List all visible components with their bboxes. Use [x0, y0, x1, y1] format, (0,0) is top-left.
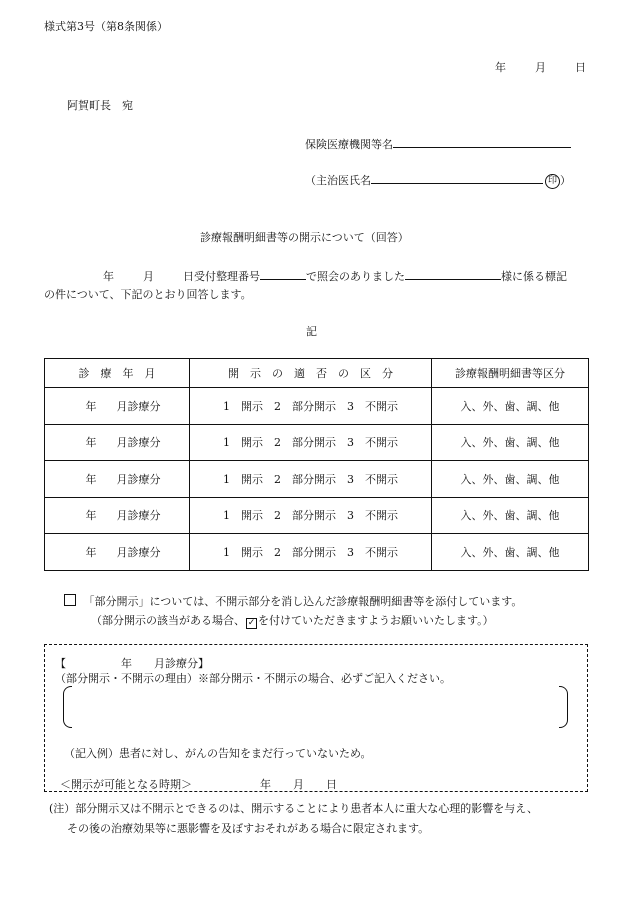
reason-input-area[interactable] — [63, 686, 568, 726]
partial-disclosure-note — [64, 593, 522, 609]
date-month: 月 — [535, 61, 546, 74]
disclosure-table — [44, 358, 589, 571]
statement-type-cell[interactable]: 入、外、歯、調、他 — [432, 534, 589, 571]
partial-note-sub — [91, 612, 494, 629]
reason-year: 年 — [121, 657, 132, 670]
body-inquiry: で照会のありました — [306, 270, 405, 283]
body-regarding: 様に係る標記 — [501, 270, 567, 283]
body-line-2: の件について、下記のとおり回答します。 — [44, 288, 252, 301]
table-header-row — [45, 359, 589, 388]
disclosure-options-cell[interactable]: 1 開示 2 部分開示 3 不開示 — [190, 461, 432, 498]
institution-field — [305, 135, 571, 152]
treatment-month-cell[interactable] — [45, 497, 190, 534]
doctor-label: （主治医氏名 — [305, 174, 371, 187]
reason-label: （部分開示・不開示の理由）※部分開示・不開示の場合、必ずご記入ください。 — [55, 672, 451, 685]
date-day: 日 — [575, 61, 586, 74]
header-treatment-month: 診 療 年 月 — [45, 359, 190, 388]
partial-sub-after: を付けていただきますようお願いいたします。） — [258, 614, 494, 627]
row-month: 月診療分 — [116, 509, 161, 523]
row-year: 年 — [85, 399, 97, 413]
form-label: 様式第3号（第8条関係） — [44, 20, 168, 33]
doctor-close: ） — [560, 174, 571, 187]
statement-type-cell[interactable]: 入、外、歯、調、他 — [432, 497, 589, 534]
date-year: 年 — [495, 61, 506, 74]
body-year: 年 — [103, 270, 114, 283]
treatment-month-cell[interactable] — [45, 534, 190, 571]
reason-box-heading — [55, 655, 209, 671]
disclosure-period — [60, 776, 337, 792]
period-day[interactable]: 日 — [326, 778, 337, 791]
bracket-left — [63, 686, 72, 728]
treatment-month-cell[interactable] — [45, 388, 190, 425]
footnote-line-1: (注）部分開示又は不開示とできるのは、開示することにより患者本人に重大な心理的影響を与え、 — [49, 802, 538, 815]
receipt-number-blank[interactable] — [260, 267, 306, 280]
treatment-month-cell[interactable] — [45, 461, 190, 498]
row-month: 月診療分 — [116, 399, 161, 413]
disclosure-options-cell[interactable]: 1 開示 2 部分開示 3 不開示 — [190, 388, 432, 425]
body-month: 月 — [143, 270, 154, 283]
bracket-right — [559, 686, 568, 728]
body-line-1 — [103, 267, 567, 284]
receipt-number-label: 日受付整理番号 — [183, 270, 260, 283]
doctor-field — [305, 171, 571, 189]
ki-heading: 記 — [306, 325, 317, 338]
treatment-month-cell[interactable] — [45, 424, 190, 461]
period-label: ＜開示が可能となる時期＞ — [60, 778, 192, 791]
table-row — [45, 424, 589, 461]
row-year: 年 — [85, 545, 97, 559]
row-month: 月診療分 — [116, 436, 161, 450]
date-header — [495, 59, 586, 75]
row-year: 年 — [85, 472, 97, 486]
reason-example: （記入例）患者に対し、がんの告知をまだ行っていないため。 — [64, 747, 372, 760]
addressee: 阿賀町長 宛 — [67, 99, 133, 112]
page-title: 診療報酬明細書等の開示について（回答） — [200, 231, 409, 244]
row-year: 年 — [85, 436, 97, 450]
reason-month: 月診療分】 — [154, 657, 209, 670]
row-month: 月診療分 — [116, 472, 161, 486]
statement-type-cell[interactable]: 入、外、歯、調、他 — [432, 424, 589, 461]
period-month[interactable]: 月 — [293, 778, 304, 791]
table-row — [45, 534, 589, 571]
patient-name-blank[interactable] — [405, 267, 501, 280]
footnote-line-2: その後の治療効果等に悪影響を及ぼすおそれがある場合に限定されます。 — [67, 822, 430, 835]
disclosure-options-cell[interactable]: 1 開示 2 部分開示 3 不開示 — [190, 497, 432, 534]
partial-disclosure-checkbox[interactable] — [64, 594, 76, 606]
disclosure-options-cell[interactable]: 1 開示 2 部分開示 3 不開示 — [190, 424, 432, 461]
institution-blank[interactable] — [393, 135, 571, 148]
header-statement-type: 診療報酬明細書等区分 — [432, 359, 589, 388]
period-year[interactable]: 年 — [260, 778, 271, 791]
doctor-blank[interactable] — [371, 171, 543, 184]
partial-note-text: 「部分開示」については、不開示部分を消し込んだ診療報酬明細書等を添付しています。 — [83, 595, 523, 608]
row-year: 年 — [85, 509, 97, 523]
statement-type-cell[interactable]: 入、外、歯、調、他 — [432, 388, 589, 425]
institution-label: 保険医療機関等名 — [305, 138, 393, 151]
statement-type-cell[interactable]: 入、外、歯、調、他 — [432, 461, 589, 498]
header-disclosure-category: 開 示 の 適 否 の 区 分 — [190, 359, 432, 388]
table-row — [45, 388, 589, 425]
seal-icon: 印 — [545, 174, 560, 189]
checkmark-icon: ✓ — [247, 618, 256, 628]
partial-sub-before: （部分開示の該当がある場合、 — [91, 614, 245, 627]
table-row — [45, 461, 589, 498]
reason-bracket: 【 — [55, 657, 66, 670]
table-row — [45, 497, 589, 534]
row-month: 月診療分 — [116, 545, 161, 559]
disclosure-options-cell[interactable]: 1 開示 2 部分開示 3 不開示 — [190, 534, 432, 571]
